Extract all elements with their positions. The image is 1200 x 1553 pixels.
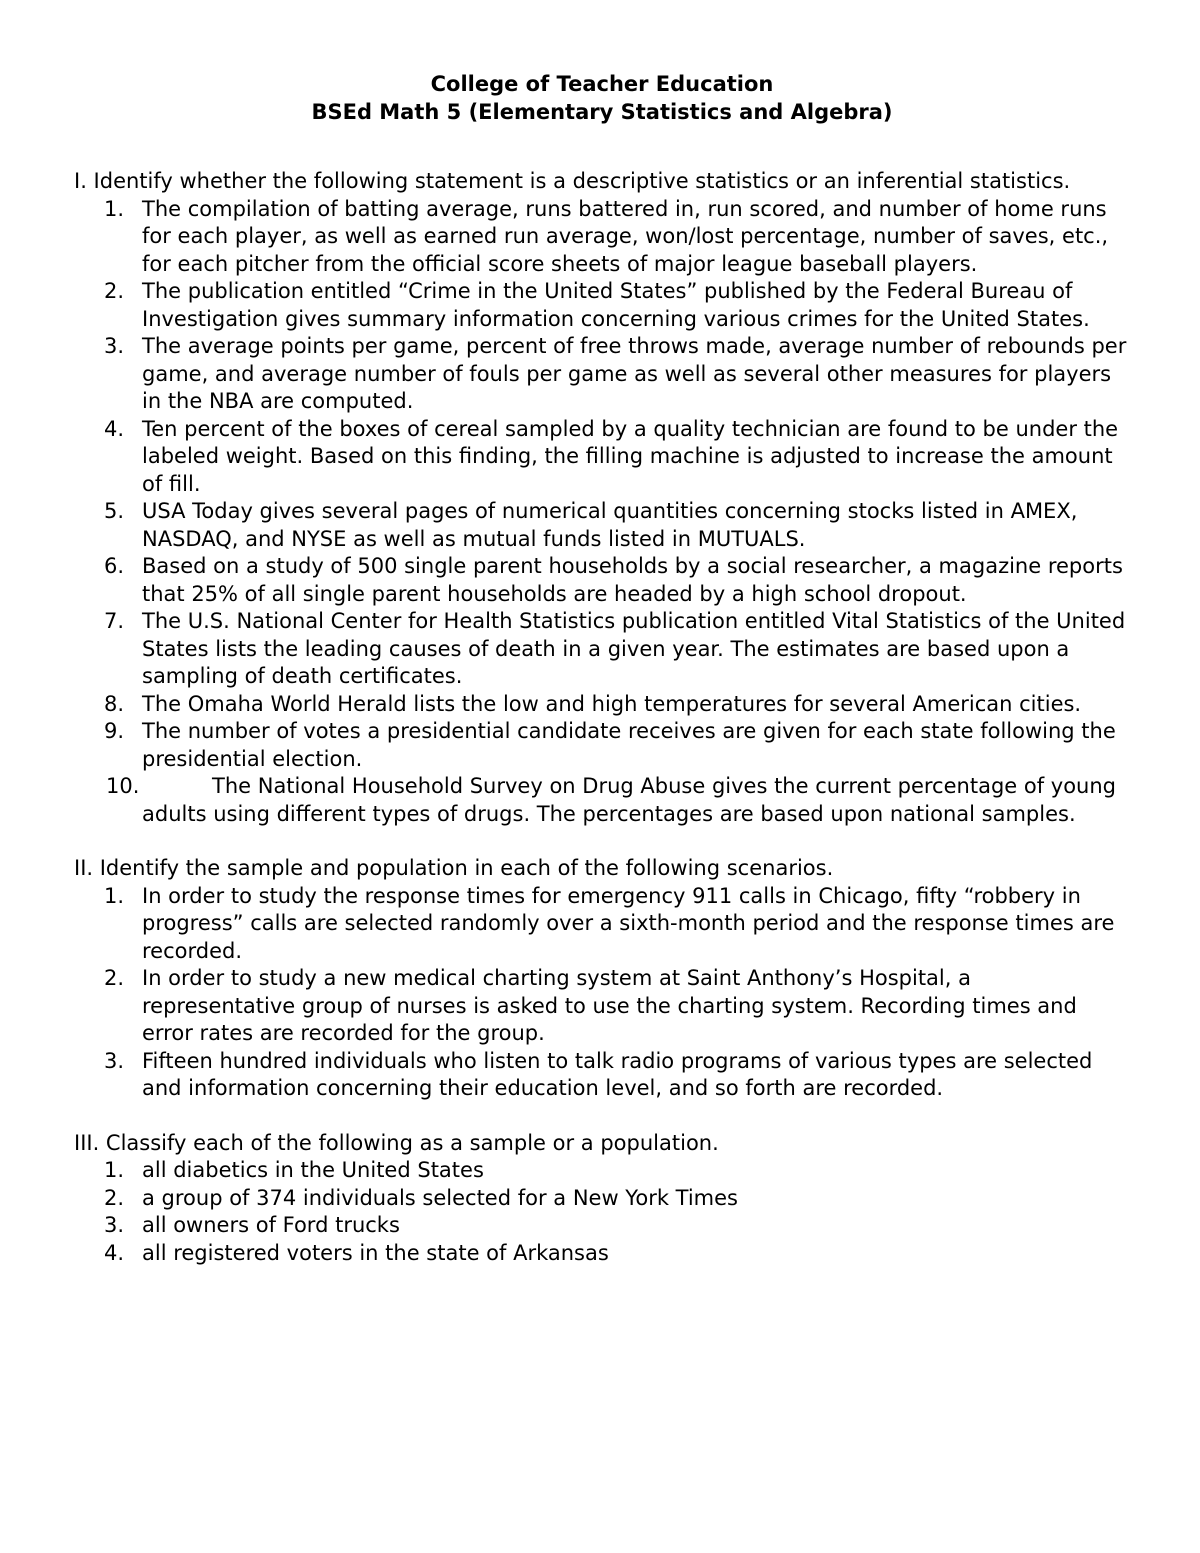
- list-item: [74, 691, 1130, 719]
- list-item: [74, 718, 1130, 773]
- section-1: [74, 168, 1130, 828]
- college-title: College of Teacher Education: [430, 72, 774, 96]
- item-text: In order to study the response times for emergency 911 calls in Chicago, fifty “robbery in progress” calls are selected randomly over a sixth-month period and the response times are recorded.: [142, 883, 1115, 963]
- list-item: [74, 1240, 1130, 1268]
- item-number: 9.: [104, 719, 125, 743]
- list-item: [74, 965, 1130, 1048]
- list-item: [74, 608, 1130, 691]
- item-text: The number of votes a presidential candidate receives are given for each state following the presidential election.: [142, 719, 1116, 771]
- list-item: [74, 1157, 1130, 1185]
- item-text: The publication entitled “Crime in the United States” published by the Federal Bureau of Investigation gives summary information concerning various crimes for the United States.: [142, 279, 1090, 331]
- item-number: 6.: [104, 554, 125, 578]
- item-number: 5.: [104, 499, 125, 523]
- item-number: 10.: [106, 774, 140, 798]
- item-text: The average points per game, percent of free throws made, average number of rebounds per game, and average number of fouls per game as well as several other measures for players in the NBA are computed.: [142, 334, 1127, 413]
- list-item: [74, 416, 1130, 499]
- section-2: [74, 855, 1130, 1103]
- section-3-instruction: III. Classify each of the following as a sample or a population.: [74, 1130, 719, 1155]
- section-1-list: [74, 196, 1130, 829]
- item-text: USA Today gives several pages of numerical quantities concerning stocks listed in AMEX, NASDAQ, and NYSE as well as mutual funds listed in MUTUALS.: [142, 499, 1078, 551]
- item-text: In order to study a new medical charting system at Saint Anthony’s Hospital, a representative group of nurses is asked to use the charting system. Recording times and error rates are recorded for the group.: [142, 966, 1077, 1045]
- list-item: [74, 333, 1130, 416]
- document-header: [74, 70, 1130, 126]
- list-item: [74, 883, 1130, 966]
- item-text: The compilation of batting average, runs battered in, run scored, and number of home runs for each player, as well as earned run average, won/lost percentage, number of saves, etc., for each pitcher from the official score sheets of major league baseball players.: [142, 196, 1109, 276]
- list-item: [74, 1048, 1130, 1103]
- item-text: a group of 374 individuals selected for a New York Times: [142, 1185, 738, 1210]
- item-number: 1.: [104, 196, 125, 221]
- section-3-list: [74, 1157, 1130, 1267]
- item-text: Ten percent of the boxes of cereal sampled by a quality technician are found to be under the labeled weight. Based on this finding, the filling machine is adjusted to increase the amount of fill.: [142, 416, 1119, 496]
- course-title: BSEd Math 5 (Elementary Statistics and Algebra): [311, 100, 893, 124]
- item-number: 3.: [104, 334, 125, 358]
- item-text: all diabetics in the United States: [142, 1158, 484, 1182]
- item-number: 2.: [104, 1185, 125, 1210]
- item-number: 3.: [104, 1213, 125, 1237]
- item-number: 1.: [104, 883, 125, 908]
- section-1-instruction: I. Identify whether the following statement is a descriptive statistics or an inferential statistics.: [74, 169, 1071, 193]
- item-text: Based on a study of 500 single parent households by a social researcher, a magazine reports that 25% of all single parent households are headed by a high school dropout.: [142, 554, 1123, 606]
- item-number: 7.: [104, 609, 125, 633]
- item-text: The Omaha World Herald lists the low and high temperatures for several American cities.: [142, 691, 1082, 716]
- section-2-instruction: II. Identify the sample and population in each of the following scenarios.: [74, 856, 834, 880]
- item-text: The U.S. National Center for Health Statistics publication entitled Vital Statistics of the United States lists the leading causes of death in a given year. The estimates are based upon a sampling of death certificates.: [142, 609, 1126, 688]
- list-item: [74, 196, 1130, 279]
- list-item: [74, 1185, 1130, 1213]
- list-item: [74, 1212, 1130, 1240]
- list-item: [74, 773, 1130, 828]
- item-number: 2.: [104, 279, 125, 303]
- item-number: 2.: [104, 966, 125, 990]
- section-2-list: [74, 883, 1130, 1103]
- item-text: Fifteen hundred individuals who listen to talk radio programs of various types are selected and information concerning their education level, and so forth are recorded.: [142, 1048, 1093, 1100]
- list-item: [74, 498, 1130, 553]
- list-item: [74, 553, 1130, 608]
- item-number: 1.: [104, 1158, 125, 1182]
- item-text: all owners of Ford trucks: [142, 1213, 400, 1237]
- item-number: 8.: [104, 691, 125, 716]
- item-text: all registered voters in the state of Arkansas: [142, 1240, 609, 1265]
- item-text: The National Household Survey on Drug Abuse gives the current percentage of young adults using different types of drugs. The percentages are based upon national samples.: [142, 774, 1117, 826]
- section-3: [74, 1130, 1130, 1268]
- item-number: 4.: [104, 416, 125, 441]
- item-number: 4.: [104, 1240, 125, 1265]
- list-item: [74, 278, 1130, 333]
- item-number: 3.: [104, 1048, 125, 1073]
